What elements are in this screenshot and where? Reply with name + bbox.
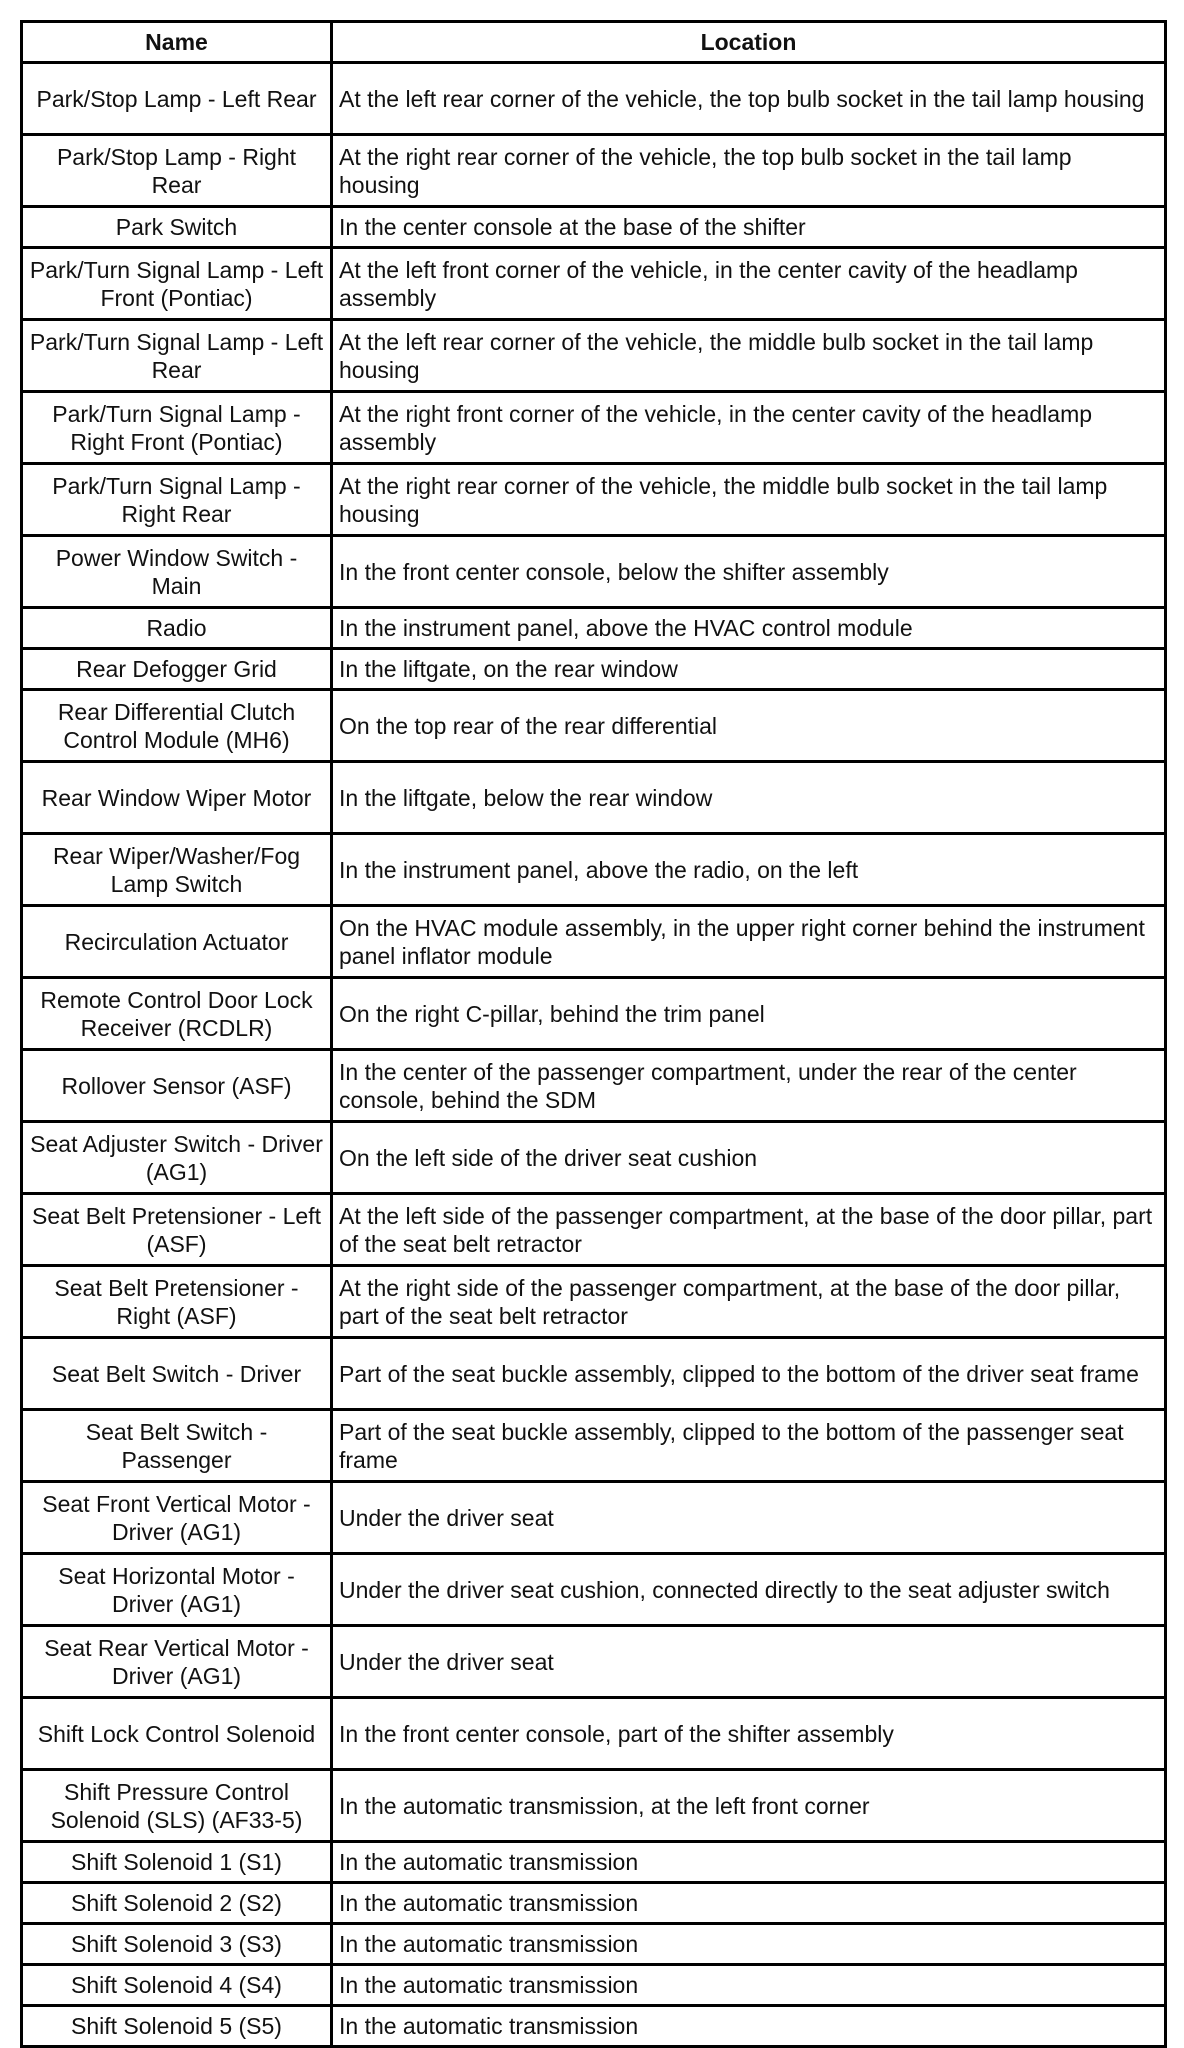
component-location-cell: In the liftgate, on the rear window — [332, 649, 1166, 690]
component-location-cell: On the left side of the driver seat cushion — [332, 1122, 1166, 1194]
table-row — [22, 63, 1166, 135]
component-location-cell: At the left rear corner of the vehicle, the top bulb socket in the tail lamp housing — [332, 63, 1166, 135]
table-row — [22, 135, 1166, 207]
table-row — [22, 1266, 1166, 1338]
table-row — [22, 320, 1166, 392]
component-location-cell: Part of the seat buckle assembly, clipped to the bottom of the driver seat frame — [332, 1338, 1166, 1410]
component-name-cell: Shift Lock Control Solenoid — [22, 1698, 332, 1770]
component-location-cell: At the left front corner of the vehicle, in the center cavity of the headlamp assembly — [332, 248, 1166, 320]
table-row — [22, 1842, 1166, 1883]
table-row — [22, 906, 1166, 978]
component-location-cell: In the center of the passenger compartment, under the rear of the center console, behind the SDM — [332, 1050, 1166, 1122]
table-row — [22, 1965, 1166, 2006]
table-row — [22, 1770, 1166, 1842]
component-name-cell: Seat Horizontal Motor - Driver (AG1) — [22, 1554, 332, 1626]
component-name-cell: Seat Belt Switch - Passenger — [22, 1410, 332, 1482]
component-name-cell: Shift Solenoid 5 (S5) — [22, 2006, 332, 2047]
component-name-cell: Seat Front Vertical Motor - Driver (AG1) — [22, 1482, 332, 1554]
component-name-cell: Shift Pressure Control Solenoid (SLS) (AF33-5) — [22, 1770, 332, 1842]
component-location-cell: Under the driver seat cushion, connected directly to the seat adjuster switch — [332, 1554, 1166, 1626]
component-name-cell: Shift Solenoid 1 (S1) — [22, 1842, 332, 1883]
component-location-cell: Under the driver seat — [332, 1482, 1166, 1554]
component-location-cell: Part of the seat buckle assembly, clipped to the bottom of the passenger seat frame — [332, 1410, 1166, 1482]
component-location-cell: On the top rear of the rear differential — [332, 690, 1166, 762]
component-name-cell: Rear Defogger Grid — [22, 649, 332, 690]
location-column-header: Location — [332, 22, 1166, 63]
table-row — [22, 1626, 1166, 1698]
component-location-cell: In the center console at the base of the shifter — [332, 207, 1166, 248]
component-location-cell: At the left rear corner of the vehicle, the middle bulb socket in the tail lamp housing — [332, 320, 1166, 392]
component-name-cell: Shift Solenoid 2 (S2) — [22, 1883, 332, 1924]
table-row — [22, 978, 1166, 1050]
component-location-cell: In the automatic transmission — [332, 1965, 1166, 2006]
component-location-cell: At the right rear corner of the vehicle, the middle bulb socket in the tail lamp housing — [332, 464, 1166, 536]
table-row — [22, 1554, 1166, 1626]
component-location-cell: In the instrument panel, above the radio, on the left — [332, 834, 1166, 906]
component-location-cell: In the automatic transmission, at the left front corner — [332, 1770, 1166, 1842]
component-name-cell: Remote Control Door Lock Receiver (RCDLR) — [22, 978, 332, 1050]
component-location-table — [20, 20, 1167, 2048]
component-name-cell: Park/Turn Signal Lamp - Right Front (Pontiac) — [22, 392, 332, 464]
table-row — [22, 248, 1166, 320]
component-name-cell: Park/Turn Signal Lamp - Left Front (Pontiac) — [22, 248, 332, 320]
component-name-cell: Park/Stop Lamp - Left Rear — [22, 63, 332, 135]
name-column-header: Name — [22, 22, 332, 63]
component-name-cell: Seat Adjuster Switch - Driver (AG1) — [22, 1122, 332, 1194]
component-name-cell: Rollover Sensor (ASF) — [22, 1050, 332, 1122]
component-name-cell: Park/Turn Signal Lamp - Left Rear — [22, 320, 332, 392]
table-row — [22, 1410, 1166, 1482]
table-row — [22, 2006, 1166, 2047]
table-row — [22, 464, 1166, 536]
component-name-cell: Recirculation Actuator — [22, 906, 332, 978]
component-name-cell: Rear Wiper/Washer/Fog Lamp Switch — [22, 834, 332, 906]
table-row — [22, 1883, 1166, 1924]
component-name-cell: Radio — [22, 608, 332, 649]
component-name-cell: Seat Belt Switch - Driver — [22, 1338, 332, 1410]
component-location-cell: At the right rear corner of the vehicle, the top bulb socket in the tail lamp housing — [332, 135, 1166, 207]
component-location-cell: Under the driver seat — [332, 1626, 1166, 1698]
component-location-cell: In the automatic transmission — [332, 1883, 1166, 1924]
component-location-cell: In the liftgate, below the rear window — [332, 762, 1166, 834]
component-name-cell: Shift Solenoid 4 (S4) — [22, 1965, 332, 2006]
component-location-cell: In the automatic transmission — [332, 1842, 1166, 1883]
table-header-row — [22, 22, 1166, 63]
component-location-cell: In the automatic transmission — [332, 1924, 1166, 1965]
table-row — [22, 834, 1166, 906]
table-row — [22, 536, 1166, 608]
table-row — [22, 1698, 1166, 1770]
component-location-cell: At the right side of the passenger compartment, at the base of the door pillar, part of the seat belt retractor — [332, 1266, 1166, 1338]
table-row — [22, 207, 1166, 248]
component-location-cell: In the front center console, below the shifter assembly — [332, 536, 1166, 608]
table-body — [22, 63, 1166, 2047]
component-location-cell: At the right front corner of the vehicle, in the center cavity of the headlamp assembly — [332, 392, 1166, 464]
table-row — [22, 1924, 1166, 1965]
component-name-cell: Seat Belt Pretensioner - Left (ASF) — [22, 1194, 332, 1266]
table-row — [22, 1194, 1166, 1266]
table-row — [22, 649, 1166, 690]
table-row — [22, 1122, 1166, 1194]
component-name-cell: Rear Window Wiper Motor — [22, 762, 332, 834]
component-location-cell: In the front center console, part of the shifter assembly — [332, 1698, 1166, 1770]
component-location-cell: In the automatic transmission — [332, 2006, 1166, 2047]
component-location-cell: At the left side of the passenger compartment, at the base of the door pillar, part of the seat belt retractor — [332, 1194, 1166, 1266]
component-name-cell: Park Switch — [22, 207, 332, 248]
component-name-cell: Park/Stop Lamp - Right Rear — [22, 135, 332, 207]
table-row — [22, 1050, 1166, 1122]
table-row — [22, 1482, 1166, 1554]
table-row — [22, 1338, 1166, 1410]
component-name-cell: Rear Differential Clutch Control Module (MH6) — [22, 690, 332, 762]
component-name-cell: Shift Solenoid 3 (S3) — [22, 1924, 332, 1965]
component-name-cell: Seat Rear Vertical Motor - Driver (AG1) — [22, 1626, 332, 1698]
table-row — [22, 608, 1166, 649]
component-location-cell: On the right C-pillar, behind the trim panel — [332, 978, 1166, 1050]
component-name-cell: Power Window Switch - Main — [22, 536, 332, 608]
component-location-cell: In the instrument panel, above the HVAC control module — [332, 608, 1166, 649]
table-row — [22, 690, 1166, 762]
table-row — [22, 762, 1166, 834]
table-row — [22, 392, 1166, 464]
component-name-cell: Park/Turn Signal Lamp - Right Rear — [22, 464, 332, 536]
component-name-cell: Seat Belt Pretensioner - Right (ASF) — [22, 1266, 332, 1338]
component-location-cell: On the HVAC module assembly, in the upper right corner behind the instrument panel inflator module — [332, 906, 1166, 978]
